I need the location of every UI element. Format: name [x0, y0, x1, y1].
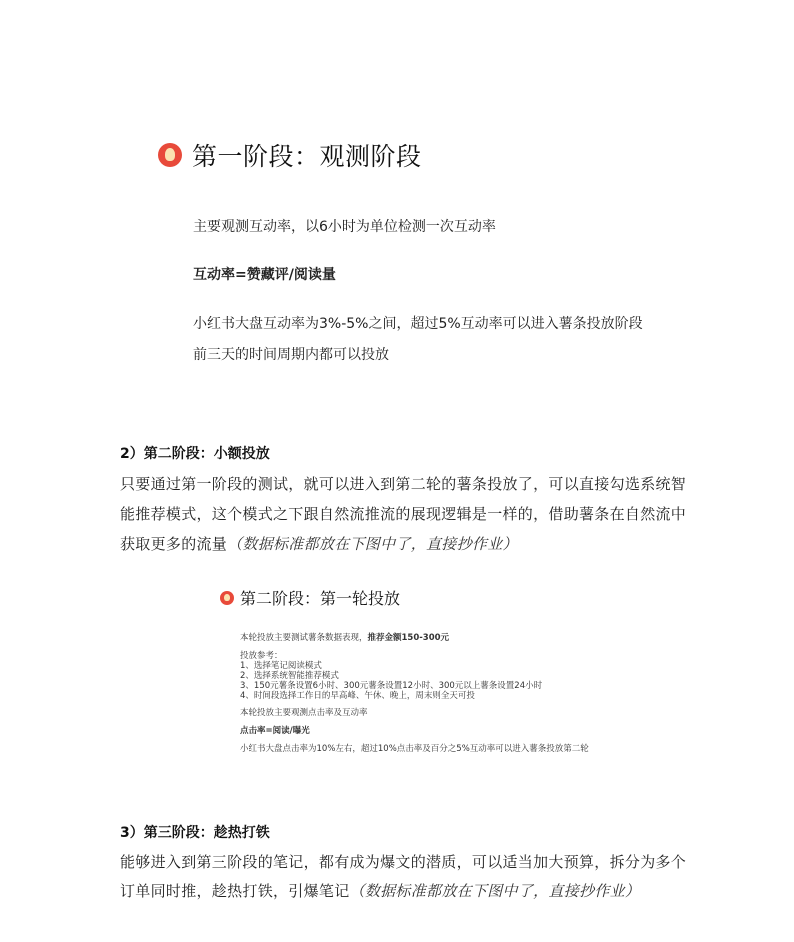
inset-ref-title: 投放参考：: [240, 651, 283, 661]
stage1-line4: 前三天的时间周期内都可以投放: [193, 347, 389, 363]
inset-title: 第二阶段：第一轮投放: [240, 589, 401, 608]
inset-budget-prefix: 本轮投放主要测试薯条数据表现，: [240, 633, 368, 643]
stage1-line1: 主要观测互动率，以6小时为单位检测一次互动率: [193, 219, 496, 235]
fire-icon: [158, 143, 182, 167]
stage1-formula: 互动率=赞藏评/阅读量: [193, 267, 336, 283]
stage2-para-line3: [120, 533, 518, 554]
stage1-line3: 小红书大盘互动率为3%-5%之间，超过5%互动率可以进入薯条投放阶段: [193, 316, 643, 332]
inset-formula: 点击率=阅读/曝光: [240, 726, 310, 736]
inset-ref-item-3: 3、150元薯条设置6小时、300元薯条设置12小时、300元以上薯条设置24小时: [240, 681, 543, 691]
stage3-para-line1: 能够进入到第三阶段的笔记，都有成为爆文的潜质，可以适当加大预算，拆分为多个: [120, 853, 687, 871]
inset-fire-icon: [220, 591, 234, 605]
stage2-para-line2: 能推荐模式，这个模式之下跟自然流推流的展现逻辑是一样的，借助薯条在自然流中: [120, 505, 687, 523]
stage3-para-line2-text: 订单同时推，趁热打铁，引爆笔记: [120, 882, 350, 900]
stage3-para-line2: [120, 880, 640, 901]
inset-note: 小红书大盘点击率为10%左右，超过10%点击率及百分之5%互动率可以进入薯条投放第二轮: [240, 744, 589, 754]
inset-ref-item-1: 1、选择笔记阅读模式: [240, 661, 322, 671]
inset-budget-bold: 推荐金额150-300元: [367, 633, 450, 643]
stage2-para-line3-text: 获取更多的流量: [120, 535, 228, 553]
stage2-para-line1: 只要通过第一阶段的测试，就可以进入到第二轮的薯条投放了，可以直接勾选系统智: [120, 475, 687, 493]
stage1-title: 第一阶段：观测阶段: [192, 142, 422, 171]
inset-ref-item-2: 2、选择系统智能推荐模式: [240, 671, 339, 681]
inset-ref-item-4: 4、时间段选择工作日的早高峰、午休、晚上，周末则全天可投: [240, 691, 475, 701]
inset-budget-line: [240, 633, 449, 643]
stage1-header: [158, 140, 422, 170]
inset-observe: 本轮投放主要观测点击率及互动率: [240, 708, 368, 718]
stage2-heading: 2）第二阶段：小额投放: [120, 446, 270, 462]
inset-figure: [215, 578, 589, 768]
stage3-para-line2-italic: （数据标准都放在下图中了，直接抄作业）: [349, 882, 641, 900]
stage2-para-line3-italic: （数据标准都放在下图中了，直接抄作业）: [227, 535, 518, 553]
stage3-heading: 3）第三阶段：趁热打铁: [120, 825, 270, 841]
inset-header: [220, 586, 400, 609]
